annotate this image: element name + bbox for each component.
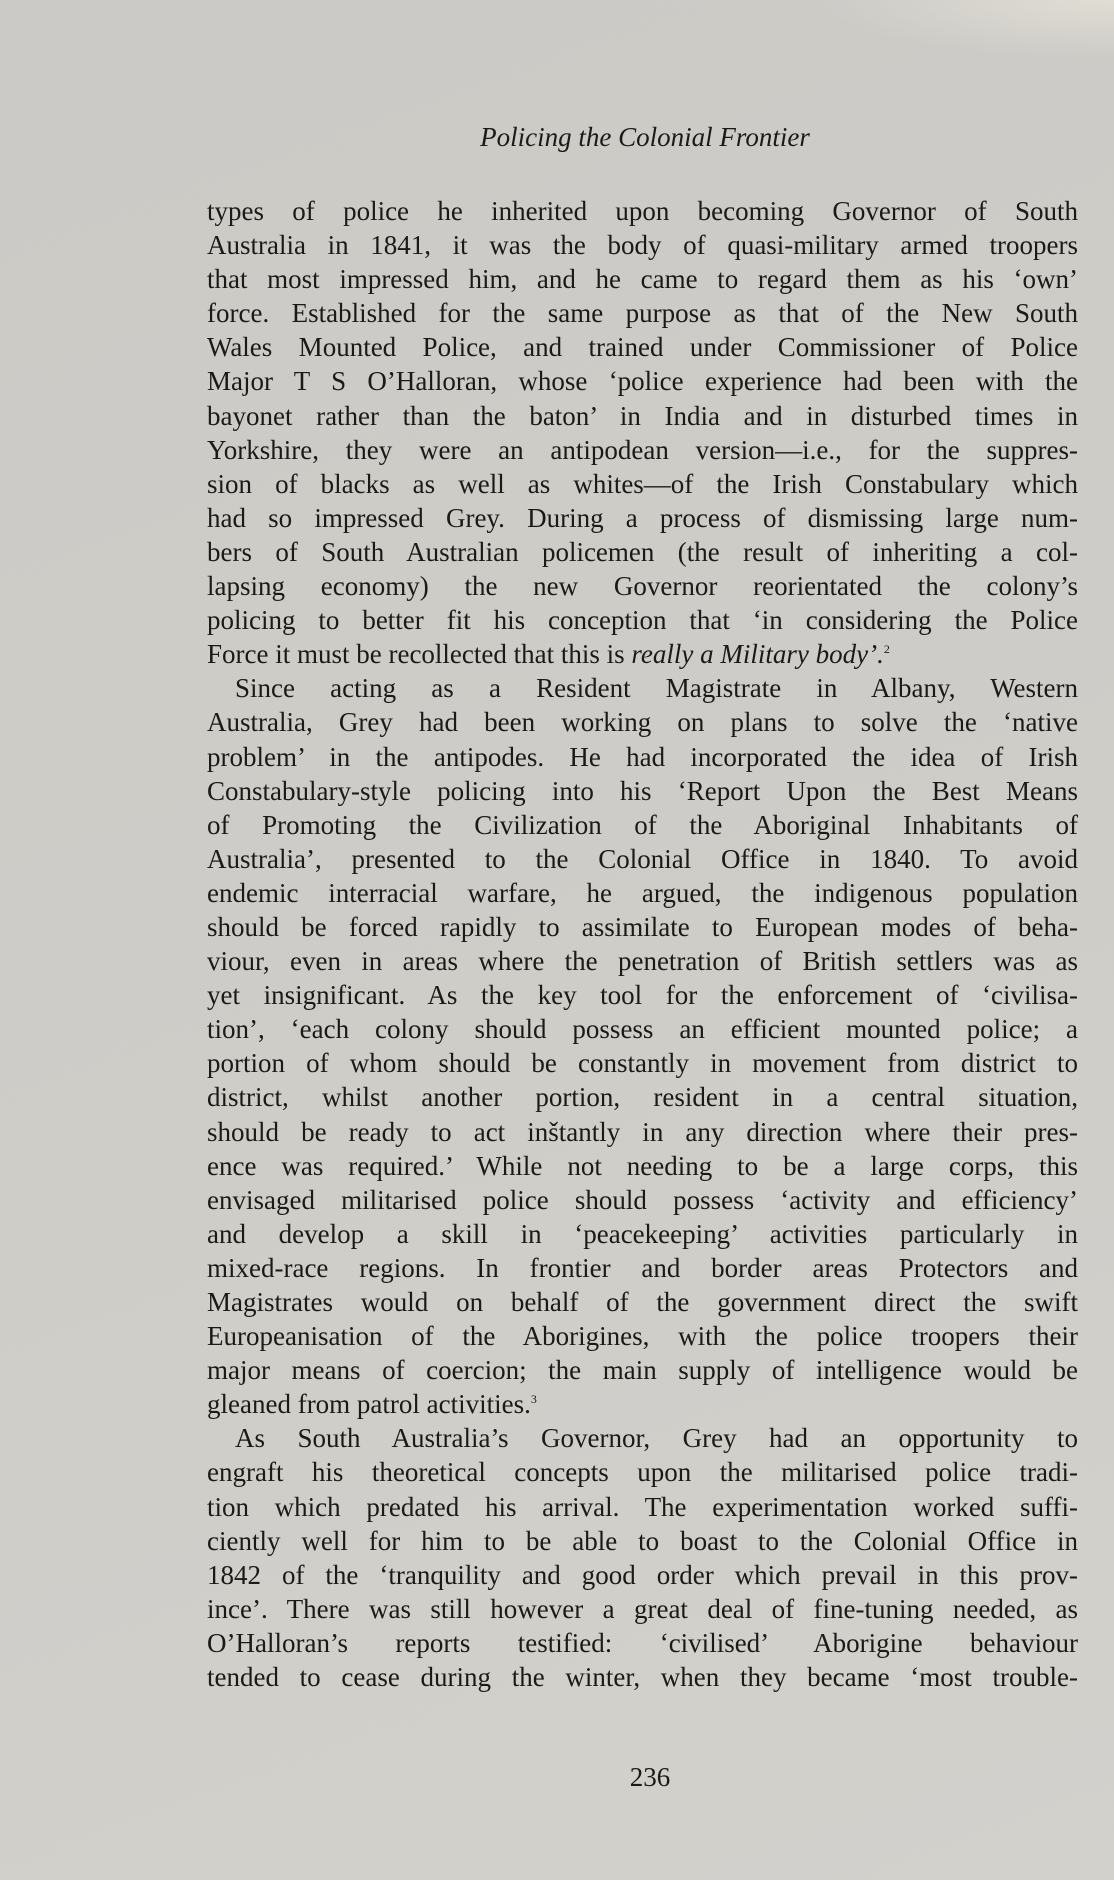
italic-text: really a Military body’. bbox=[631, 639, 884, 670]
text-line: Australia in 1841, it was the body of quasi-military armed troopers bbox=[207, 230, 1078, 261]
footnote-marker: 2 bbox=[883, 642, 890, 657]
text-segment: gleaned from patrol activities. bbox=[207, 1389, 531, 1420]
text-line: Australia, Grey had been working on plans to solve the ‘native bbox=[207, 707, 1078, 738]
text-line: tion’, ‘each colony should possess an efficient mounted police; a bbox=[207, 1014, 1078, 1045]
footnote-marker: 3 bbox=[530, 1392, 537, 1407]
text-line: should be forced rapidly to assimilate to European modes of beha- bbox=[207, 911, 1078, 942]
text-segment: Force it must be recollected that this is bbox=[207, 639, 632, 670]
text-line: policing to better fit his conception that ‘in considering the Police bbox=[207, 605, 1078, 636]
text-line: As South Australia’s Governor, Grey had an opportunity to bbox=[235, 1423, 1078, 1454]
text-line: problem’ in the antipodes. He had incorporated the idea of Irish bbox=[207, 741, 1078, 772]
text-line: Europeanisation of the Aborigines, with the police troopers their bbox=[207, 1321, 1078, 1352]
text-line: major means of coercion; the main supply of intelligence would be bbox=[207, 1355, 1078, 1386]
paragraph bbox=[207, 194, 1078, 671]
text-line: bers of South Australian policemen (the result of inheriting a col- bbox=[207, 536, 1078, 567]
text-line: engraft his theoretical concepts upon the militarised police tradi- bbox=[207, 1457, 1078, 1488]
text-line: Since acting as a Resident Magistrate in Albany, Western bbox=[235, 673, 1078, 704]
text-line: should be ready to act inštantly in any direction where their pres- bbox=[207, 1116, 1078, 1147]
text-line: Australia’, presented to the Colonial Office in 1840. To avoid bbox=[207, 843, 1078, 874]
paragraph bbox=[207, 671, 1078, 1421]
text-line: Yorkshire, they were an antipodean version—i.e., for the suppres- bbox=[207, 434, 1078, 465]
text-line: endemic interracial warfare, he argued, the indigenous population bbox=[207, 877, 1078, 908]
body-text bbox=[207, 194, 1078, 1694]
text-line: ciently well for him to be able to boast to the Colonial Office in bbox=[207, 1525, 1078, 1556]
text-line: and develop a skill in ‘peacekeeping’ activities particularly in bbox=[207, 1218, 1078, 1249]
text-line: tion which predated his arrival. The experimentation worked suffi- bbox=[207, 1491, 1078, 1522]
text-line: types of police he inherited upon becoming Governor of South bbox=[207, 196, 1078, 226]
text-line: Constabulary-style policing into his ‘Report Upon the Best Means bbox=[207, 775, 1078, 806]
text-line: bayonet rather than the baton’ in India and in disturbed times in bbox=[207, 400, 1078, 431]
text-line: Magistrates would on behalf of the government direct the swift bbox=[207, 1287, 1078, 1317]
text-line: tended to cease during the winter, when they became ‘most trouble- bbox=[207, 1662, 1078, 1693]
paragraph bbox=[207, 1421, 1078, 1694]
running-head: Policing the Colonial Frontier bbox=[480, 122, 810, 152]
text-line: district, whilst another portion, resident in a central situation, bbox=[207, 1082, 1078, 1113]
text-line: 1842 of the ‘tranquility and good order which prevail in this prov- bbox=[207, 1559, 1078, 1590]
text-line: ence was required.’ While not needing to be a large corps, this bbox=[207, 1150, 1078, 1181]
page-scan-shading bbox=[814, 0, 1114, 60]
page-number: 236 bbox=[629, 1762, 671, 1792]
text-line: viour, even in areas where the penetration of British settlers was as bbox=[207, 946, 1078, 977]
text-line: ince’. There was still however a great deal of fine-tuning needed, as bbox=[207, 1593, 1078, 1624]
text-line: yet insignificant. As the key tool for the enforcement of ‘civilisa- bbox=[207, 980, 1078, 1011]
text-line: of Promoting the Civilization of the Aboriginal Inhabitants of bbox=[207, 809, 1078, 840]
text-line: lapsing economy) the new Governor reorientated the colony’s bbox=[207, 571, 1078, 602]
text-line: sion of blacks as well as whites—of the Irish Constabulary which bbox=[207, 468, 1078, 499]
text-line: force. Established for the same purpose as that of the New South bbox=[207, 298, 1078, 329]
text-line: mixed-race regions. In frontier and border areas Protectors and bbox=[207, 1252, 1078, 1283]
text-line bbox=[207, 637, 1078, 671]
text-line: O’Halloran’s reports testified: ‘civilised’ Aborigine behaviour bbox=[207, 1627, 1078, 1658]
text-line: envisaged militarised police should possess ‘activity and efficiency’ bbox=[207, 1184, 1078, 1215]
text-line: portion of whom should be constantly in movement from district to bbox=[207, 1048, 1078, 1079]
text-line: Wales Mounted Police, and trained under Commissioner of Police bbox=[207, 332, 1078, 363]
text-line: Major T S O’Halloran, whose ‘police experience had been with the bbox=[207, 366, 1078, 397]
text-line: had so impressed Grey. During a process of dismissing large num- bbox=[207, 502, 1078, 533]
text-line bbox=[207, 1387, 1078, 1421]
text-line: that most impressed him, and he came to regard them as his ‘own’ bbox=[207, 264, 1078, 295]
